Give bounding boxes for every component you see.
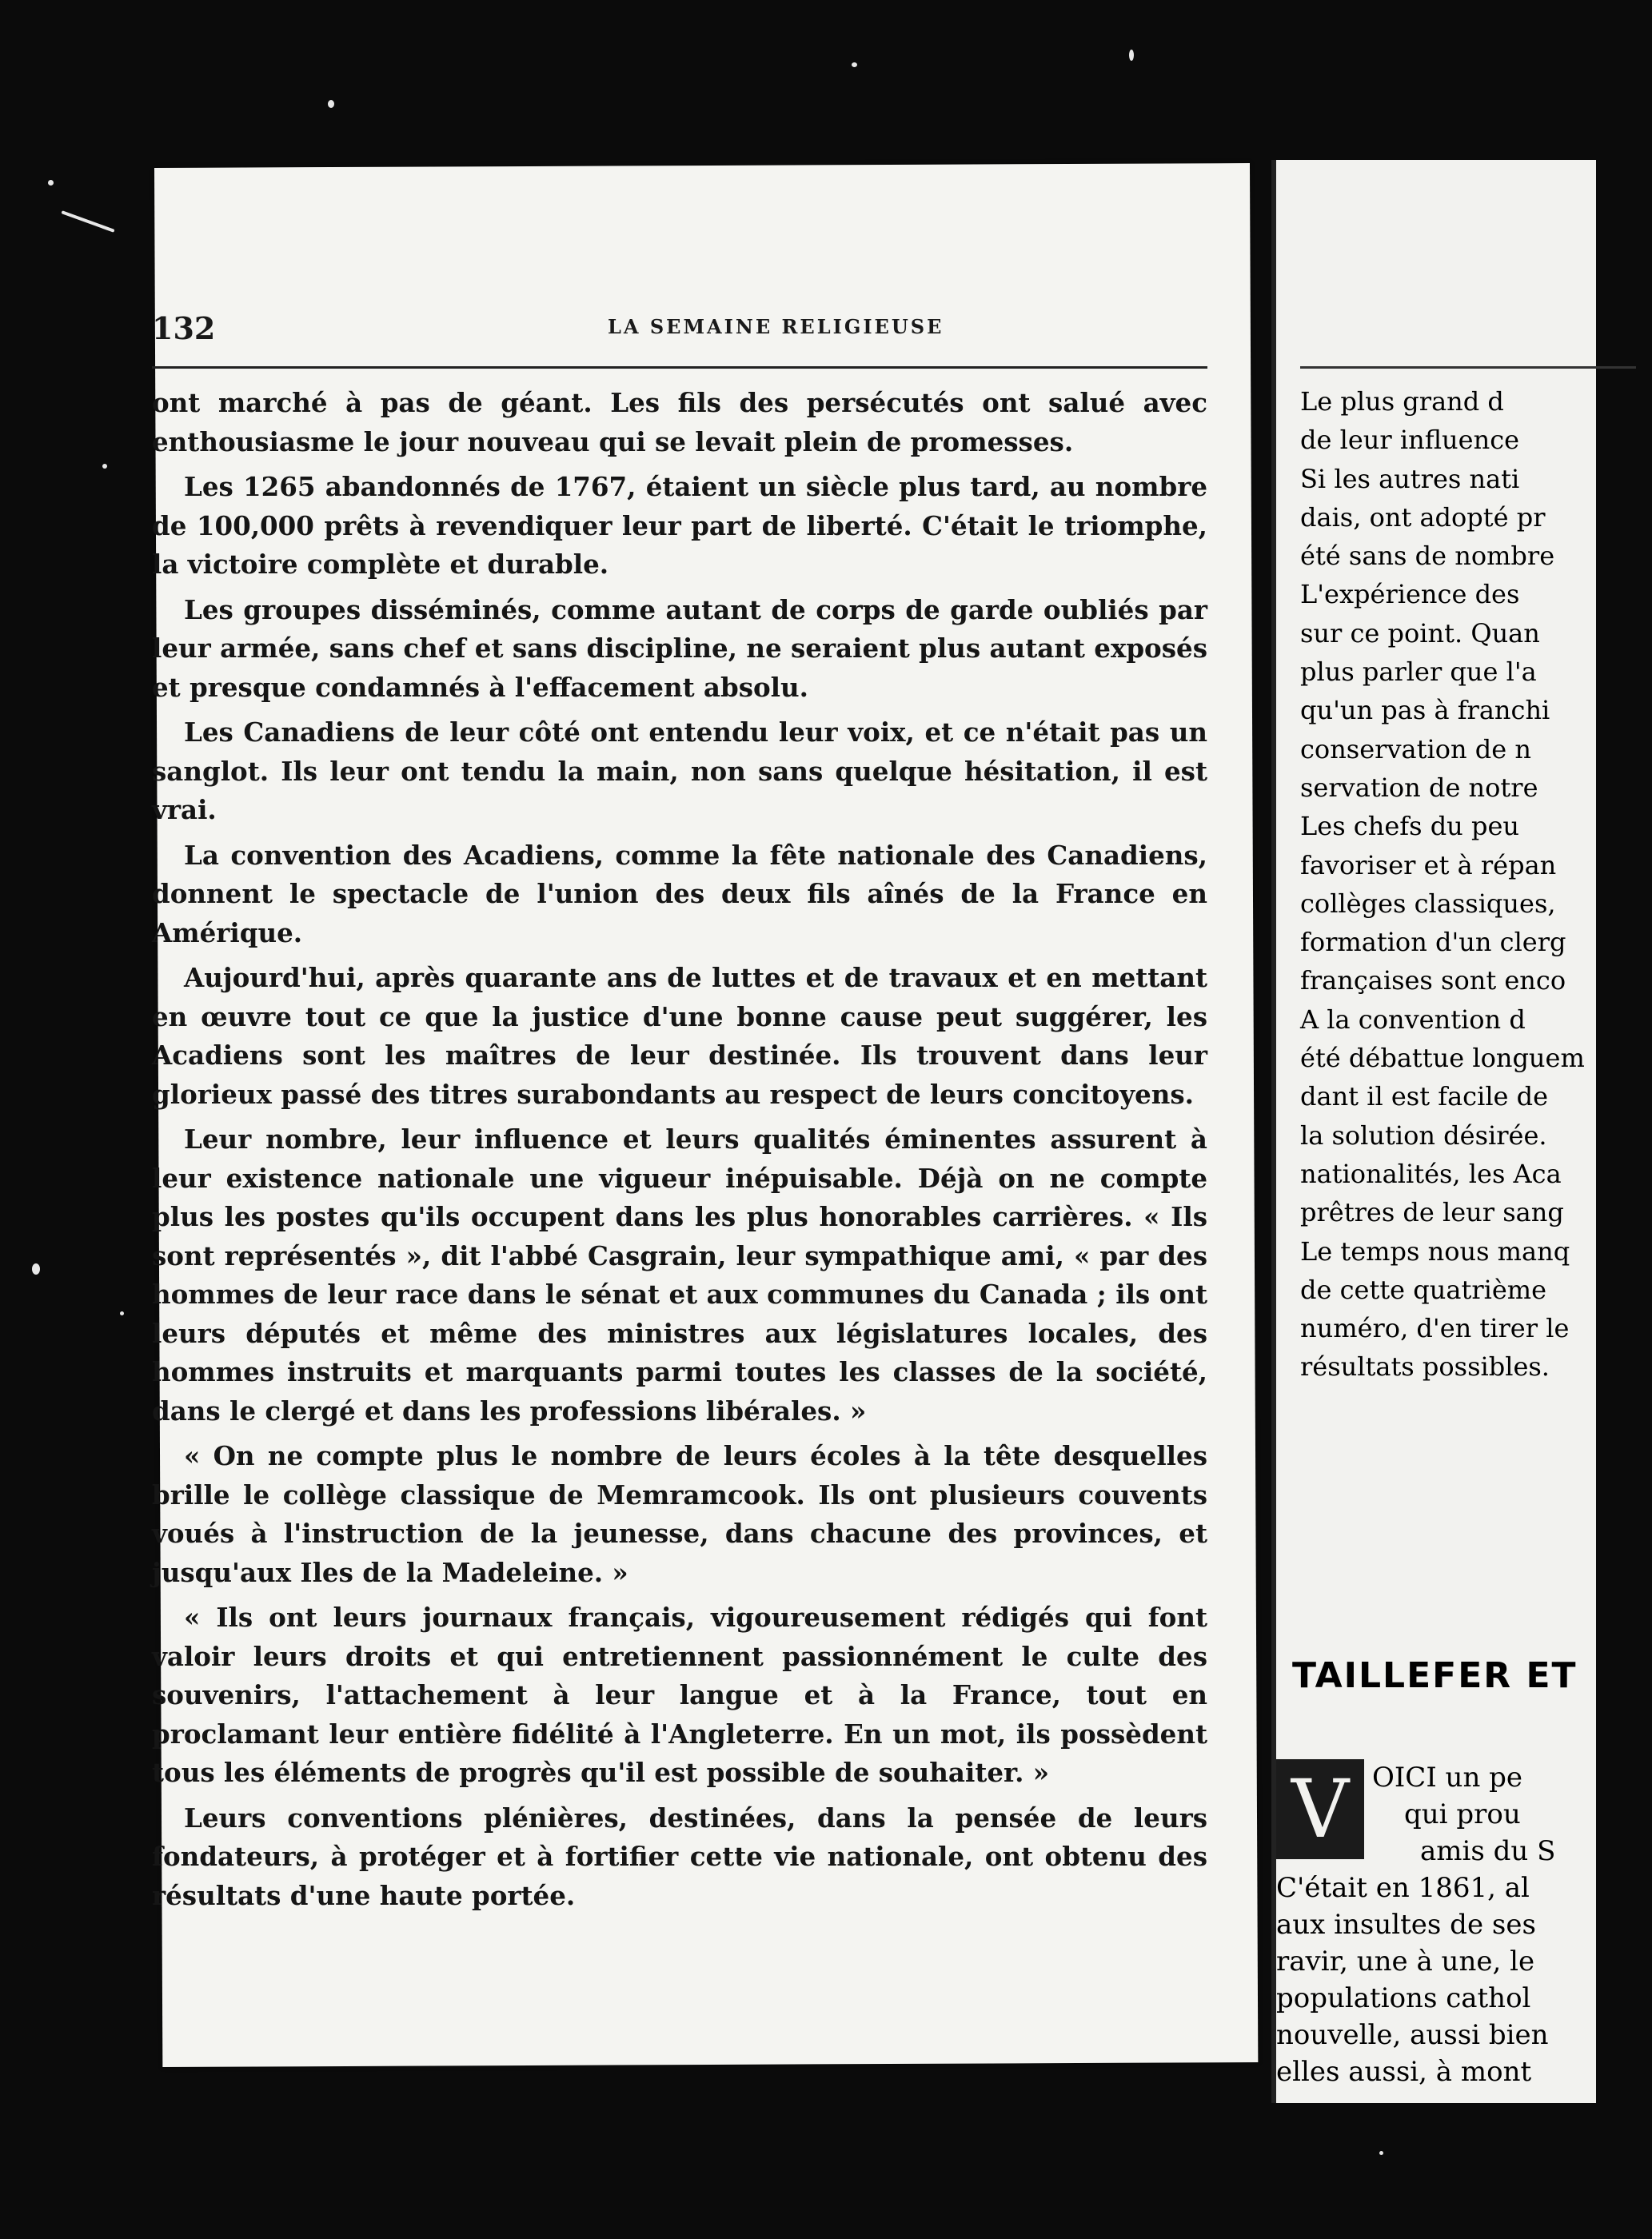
text-line: été débattue longuem [1300, 1043, 1585, 1074]
text-line: conservation de n [1300, 733, 1531, 764]
text-line: résultats possibles. [1300, 1351, 1550, 1383]
text-line: favoriser et à répan [1300, 849, 1557, 880]
text-line: plus parler que l'a [1300, 657, 1537, 688]
text-line: qui prou [1404, 1798, 1521, 1830]
dust-speck [328, 100, 334, 108]
paragraph: ont marché à pas de géant. Les fils des persécutés ont salué avec enthousiasme le jour nouveau qui se levait plein de promesses. [152, 387, 1207, 457]
text-line: populations cathol [1276, 1982, 1531, 2014]
section-heading: TAILLEFER ET [1292, 1655, 1578, 1696]
text-line: prêtres de leur sang [1300, 1197, 1564, 1228]
right-page-section-text [1276, 1759, 1644, 2090]
text-line: la solution désirée. [1300, 1120, 1547, 1151]
text-line: servation de notre [1300, 772, 1538, 803]
text-line: numéro, d'en tirer le [1300, 1313, 1570, 1344]
text-line: Le plus grand d [1300, 386, 1504, 417]
page-number: 132 [152, 310, 216, 346]
text-line: sur ce point. Quan [1300, 617, 1540, 649]
text-line: françaises sont enco [1300, 965, 1566, 996]
text-line: ravir, une à une, le [1276, 1946, 1535, 1978]
article-body [152, 384, 1207, 1922]
text-line: collèges classiques, [1300, 888, 1556, 919]
text-line: C'était en 1861, al [1276, 1872, 1530, 1904]
text-line: Les chefs du peu [1300, 811, 1519, 842]
dust-speck [120, 1311, 124, 1315]
running-title: LA SEMAINE RELIGIEUSE [608, 315, 944, 338]
right-page [1271, 160, 1596, 2103]
dust-speck [1379, 2151, 1383, 2155]
paragraph: La convention des Acadiens, comme la fête nationale des Canadiens, donnent le spectacle de l'union des deux fils aînés de la France en Amérique. [152, 839, 1207, 948]
paragraph: Les groupes disséminés, comme autant de corps de garde oubliés par leur armée, sans chef et sans discipline, ne seraient plus autant exposés et presque condamnés à l'effacement absolu. [152, 593, 1207, 703]
dust-speck [32, 1263, 40, 1275]
paragraph: Les 1265 abandonnés de 1767, étaient un siècle plus tard, au nombre de 100,000 prêts à revendiquer leur part de liberté. C'était le triomphe, la victoire complète et durable. [152, 471, 1207, 580]
dust-speck [61, 210, 114, 233]
text-line: elles aussi, à mont [1276, 2056, 1532, 2088]
paragraph: Aujourd'hui, après quarante ans de luttes et de travaux et en mettant en œuvre tout ce que la justice d'une bonne cause peut suggérer, les Acadiens sont les maîtres de leur destinée. Ils trouvent dans leur glorieux passé des titres surabondants au respect de leurs concitoyens. [152, 962, 1207, 1110]
text-line: nationalités, les Aca [1300, 1158, 1562, 1189]
right-page-text [1300, 382, 1652, 1387]
dust-speck [1129, 50, 1134, 61]
text-line: Le temps nous manq [1300, 1235, 1570, 1267]
text-line: qu'un pas à franchi [1300, 695, 1550, 726]
dust-speck [852, 62, 857, 67]
text-line: aux insultes de ses [1276, 1909, 1536, 1941]
text-line: dant il est facile de [1300, 1081, 1549, 1112]
header-rule [1300, 366, 1636, 369]
text-line: de cette quatrième [1300, 1274, 1547, 1305]
dust-speck [48, 180, 54, 186]
text-line: été sans de nombre [1300, 541, 1555, 572]
paragraph: Les Canadiens de leur côté ont entendu leur voix, et ce n'était pas un sanglot. Ils leur ont tendu la main, non sans quelque hésitation, il est vrai. [152, 716, 1207, 825]
dropcap-letter: V [1276, 1759, 1364, 1859]
text-line: amis du S [1420, 1835, 1556, 1867]
text-line: formation d'un clerg [1300, 927, 1566, 958]
running-head [152, 310, 1207, 346]
paragraph: « On ne compte plus le nombre de leurs écoles à la tête desquelles brille le collège classique de Memramcook. Ils ont plusieurs couvents voués à l'instruction de la jeunesse, dans chacune des provinces, et jusqu'aux Iles de la Madeleine. » [152, 1440, 1207, 1588]
paragraph: « Ils ont leurs journaux français, vigoureusement rédigés qui font valoir leurs droits et qui entretiennent passionnément le culte des souvenirs, l'attachement à leur langue et à la France, tout en proclamant leur entière fidélité à l'Angleterre. En un mot, ils possèdent tous les éléments de progrès qu'il est possible de souhaiter. » [152, 1602, 1207, 1788]
text-line: de leur influence [1300, 425, 1520, 456]
paragraph: Leur nombre, leur influence et leurs qualités éminentes assurent à leur existence nationale une vigueur inépuisable. Déjà on ne compte plus les postes qu'ils occupent dans les plus honorables carrières. « Ils sont représentés », dit l'abbé Casgrain, leur sympathique ami, « par des hommes de leur race dans le sénat et aux communes du Canada ; ils ont leurs députés et même des ministres aux législatures locales, des hommes instruits et marquants parmi toutes les classes de la société, dans le clergé et dans les professions libérales. » [152, 1123, 1207, 1427]
text-line: L'expérience des [1300, 579, 1520, 610]
text-line: OICI un pe [1372, 1762, 1523, 1794]
text-line: dais, ont adopté pr [1300, 501, 1546, 533]
header-rule [152, 366, 1207, 369]
dust-speck [102, 464, 107, 469]
text-line: Si les autres nati [1300, 463, 1520, 494]
text-line: nouvelle, aussi bien [1276, 2019, 1549, 2051]
paragraph: Leurs conventions plénières, destinées, dans la pensée de leurs fondateurs, à protéger et à fortifier cette vie nationale, ont obtenu des résultats d'une haute portée. [152, 1802, 1207, 1911]
text-line: A la convention d [1300, 1004, 1526, 1035]
